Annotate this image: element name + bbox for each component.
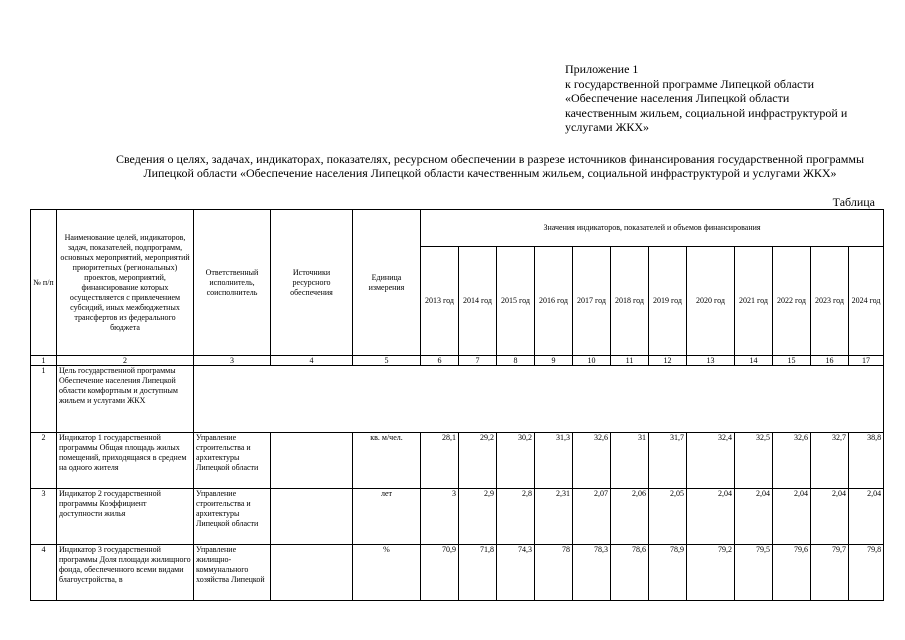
column-number: 11 — [611, 356, 649, 366]
goal-text: Цель государственной программы Обеспечение населения Липецкой области комфортным и доступным жильем и услугами ЖКХ — [57, 366, 194, 433]
header-year: 2013 год — [421, 247, 459, 356]
header-year: 2022 год — [773, 247, 811, 356]
row-name: Индикатор 1 государственной программы Общая площадь жилых помещений, приходящаяся в среднем на одного жителя — [57, 433, 194, 489]
row-unit: лет — [353, 489, 421, 545]
header-year: 2017 год — [573, 247, 611, 356]
table-label: Таблица — [832, 195, 875, 209]
column-number: 16 — [811, 356, 849, 366]
header-year: 2019 год — [649, 247, 687, 356]
row-value: 79,2 — [687, 545, 735, 601]
column-number: 6 — [421, 356, 459, 366]
header-num: № п/п — [31, 210, 57, 356]
header-year: 2020 год — [687, 247, 735, 356]
row-value: 29,2 — [459, 433, 497, 489]
column-number: 13 — [687, 356, 735, 366]
row-value: 2,07 — [573, 489, 611, 545]
row-source — [271, 489, 353, 545]
column-number: 5 — [353, 356, 421, 366]
column-number: 4 — [271, 356, 353, 366]
row-value: 78,9 — [649, 545, 687, 601]
row-value: 79,5 — [735, 545, 773, 601]
column-number: 15 — [773, 356, 811, 366]
row-name: Индикатор 3 государственной программы Доля площади жилищного фонда, обеспеченного всеми видами благоустройства, в — [57, 545, 194, 601]
indicators-table — [30, 209, 884, 601]
table-row — [31, 545, 884, 601]
column-number: 9 — [535, 356, 573, 366]
row-value: 78,6 — [611, 545, 649, 601]
row-unit: % — [353, 545, 421, 601]
column-number-row — [31, 356, 884, 366]
header-year: 2023 год — [811, 247, 849, 356]
column-number: 14 — [735, 356, 773, 366]
header-values-group: Значения индикаторов, показателей и объемов финансирования — [421, 210, 884, 247]
row-executor: Управление строительства и архитектуры Липецкой области — [194, 489, 271, 545]
header-executor: Ответственный исполнитель, соисполнитель — [194, 210, 271, 356]
goal-empty-cell — [194, 366, 884, 433]
document-title — [90, 152, 890, 180]
header-sources: Источники ресурсного обеспечения — [271, 210, 353, 356]
row-value: 31,7 — [649, 433, 687, 489]
row-executor: Управление строительства и архитектуры Липецкой области — [194, 433, 271, 489]
row-num: 2 — [31, 433, 57, 489]
row-num: 3 — [31, 489, 57, 545]
column-number: 10 — [573, 356, 611, 366]
row-value: 2,8 — [497, 489, 535, 545]
row-unit: кв. м/чел. — [353, 433, 421, 489]
row-value: 2,04 — [735, 489, 773, 545]
row-value: 79,6 — [773, 545, 811, 601]
row-value: 2,04 — [849, 489, 884, 545]
header-year: 2016 год — [535, 247, 573, 356]
table-row — [31, 433, 884, 489]
row-value: 32,7 — [811, 433, 849, 489]
row-value: 32,4 — [687, 433, 735, 489]
row-value: 78,3 — [573, 545, 611, 601]
row-value: 2,9 — [459, 489, 497, 545]
goal-num: 1 — [31, 366, 57, 433]
row-value: 31,3 — [535, 433, 573, 489]
row-value: 71,8 — [459, 545, 497, 601]
goal-row — [31, 366, 884, 433]
column-number: 1 — [31, 356, 57, 366]
header-year: 2018 год — [611, 247, 649, 356]
row-value: 79,8 — [849, 545, 884, 601]
column-number: 17 — [849, 356, 884, 366]
row-value: 2,06 — [611, 489, 649, 545]
column-number: 12 — [649, 356, 687, 366]
header-year: 2015 год — [497, 247, 535, 356]
row-value: 79,7 — [811, 545, 849, 601]
row-num: 4 — [31, 545, 57, 601]
row-value: 70,9 — [421, 545, 459, 601]
document-title-line-2: Липецкой области «Обеспечение населения Липецкой области качественным жильем, социальной инфраструктурой и услугами ЖКХ» — [143, 166, 837, 180]
header-year: 2024 год — [849, 247, 884, 356]
row-source — [271, 433, 353, 489]
row-value: 2,04 — [687, 489, 735, 545]
row-value: 78 — [535, 545, 573, 601]
row-value: 28,1 — [421, 433, 459, 489]
row-value: 2,05 — [649, 489, 687, 545]
appendix-block — [565, 62, 895, 135]
appendix-line: услугами ЖКХ» — [565, 120, 649, 134]
row-value: 30,2 — [497, 433, 535, 489]
column-number: 8 — [497, 356, 535, 366]
row-value: 2,04 — [773, 489, 811, 545]
header-unit: Единица измерения — [353, 210, 421, 356]
row-value: 32,6 — [573, 433, 611, 489]
row-value: 32,5 — [735, 433, 773, 489]
row-name: Индикатор 2 государственной программы Коэффициент доступности жилья — [57, 489, 194, 545]
row-value: 74,3 — [497, 545, 535, 601]
appendix-line: качественным жильем, социальной инфраструктурой и — [565, 105, 848, 120]
header-name: Наименование целей, индикаторов, задач, показателей, подпрограмм, основных мероприятий, мероприятий приоритетных (региональных) проектов, мероприятий, финансирование которых осуществляется с привлечением субсидий, иных межбюджетных трансфертов из федерального бюджета — [57, 210, 194, 356]
row-executor: Управление жилищно-коммунального хозяйства Липецкой — [194, 545, 271, 601]
document-title-line-1: Сведения о целях, задачах, индикаторах, показателях, ресурсном обеспечении в разрезе источников финансирования государственной программы — [115, 152, 865, 166]
appendix-line: «Обеспечение населения Липецкой области — [565, 91, 790, 105]
row-value: 2,31 — [535, 489, 573, 545]
row-value: 2,04 — [811, 489, 849, 545]
table-row — [31, 489, 884, 545]
row-value: 3 — [421, 489, 459, 545]
row-value: 31 — [611, 433, 649, 489]
row-source — [271, 545, 353, 601]
column-number: 7 — [459, 356, 497, 366]
header-year: 2014 год — [459, 247, 497, 356]
appendix-line: Приложение 1 — [565, 62, 639, 76]
row-value: 38,8 — [849, 433, 884, 489]
header-year: 2021 год — [735, 247, 773, 356]
row-value: 32,6 — [773, 433, 811, 489]
appendix-line: к государственной программе Липецкой области — [565, 76, 815, 91]
column-number: 3 — [194, 356, 271, 366]
column-number: 2 — [57, 356, 194, 366]
